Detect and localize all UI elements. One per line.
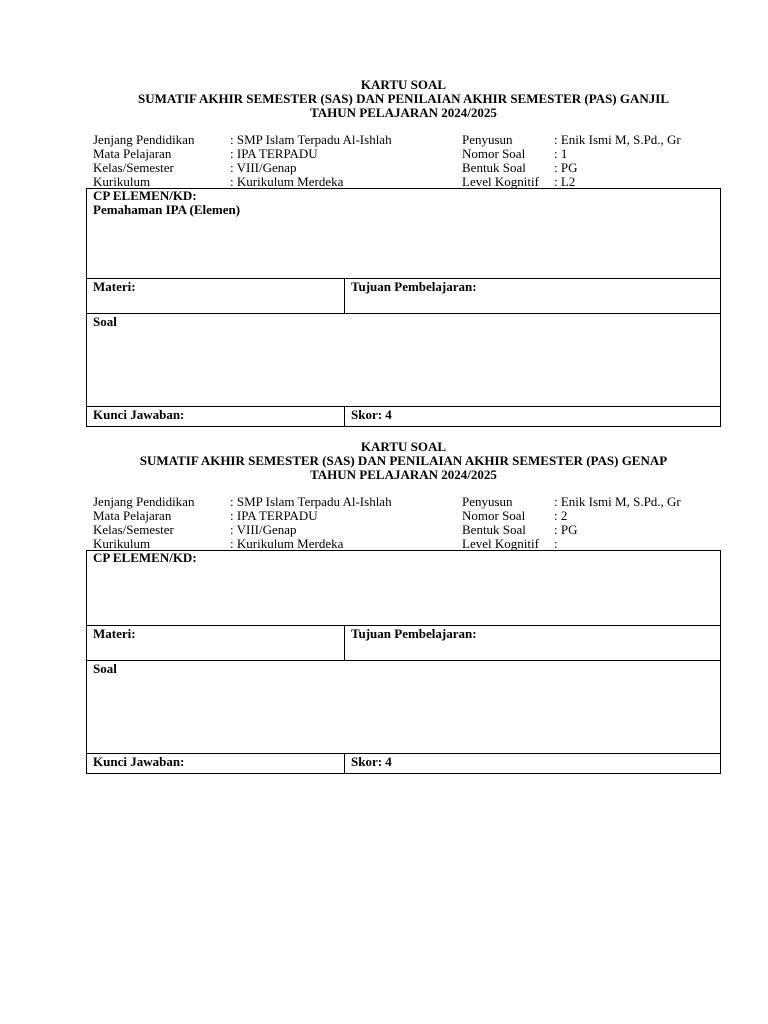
- meta-label: Mata Pelajaran: [93, 146, 172, 161]
- meta-label: Mata Pelajaran: [93, 508, 172, 523]
- kunci-cell: [87, 407, 345, 426]
- kunci-cell: [87, 754, 345, 773]
- card-metadata: [86, 133, 721, 189]
- kunci-label: Kunci Jawaban:: [93, 754, 185, 769]
- meta-value: : Enik Ismi M, S.Pd., Gr: [554, 132, 681, 147]
- meta-row: [86, 161, 721, 175]
- meta-label: Bentuk Soal: [462, 160, 526, 175]
- meta-value: : Kurikulum Merdeka: [230, 174, 344, 189]
- meta-value: : VIII/Genap: [230, 522, 297, 537]
- meta-label: Nomor Soal: [462, 508, 526, 523]
- cp-element-label: CP ELEMEN/KD:: [93, 188, 197, 203]
- skor-cell: [345, 754, 720, 773]
- meta-label: Jenjang Pendidikan: [93, 494, 195, 509]
- meta-value: : Kurikulum Merdeka: [230, 536, 344, 551]
- meta-value: : IPA TERPADU: [230, 508, 318, 523]
- materi-tujuan-row: [86, 279, 721, 314]
- meta-row: [86, 175, 721, 189]
- materi-cell: [87, 626, 345, 660]
- meta-label: Kurikulum: [93, 536, 151, 551]
- meta-value: : SMP Islam Terpadu Al-Ishlah: [230, 132, 392, 147]
- card-subtitle: SUMATIF AKHIR SEMESTER (SAS) DAN PENILAIAN AKHIR SEMESTER (PAS) GANJIL: [137, 91, 670, 106]
- cp-element-label: CP ELEMEN/KD:: [93, 550, 197, 565]
- question-card-1: [86, 78, 721, 427]
- soal-cell: [86, 314, 721, 407]
- tujuan-label: Tujuan Pembelajaran:: [351, 626, 477, 641]
- materi-label: Materi:: [93, 626, 136, 641]
- meta-label: Level Kognitif: [462, 536, 539, 551]
- meta-label: Kurikulum: [93, 174, 151, 189]
- materi-tujuan-row: [86, 626, 721, 661]
- skor-cell: [345, 407, 720, 426]
- meta-value: : PG: [554, 522, 578, 537]
- tujuan-cell: [345, 279, 720, 313]
- materi-label: Materi:: [93, 279, 136, 294]
- question-card-2: [86, 440, 721, 774]
- meta-label: Bentuk Soal: [462, 522, 526, 537]
- meta-value: : SMP Islam Terpadu Al-Ishlah: [230, 494, 392, 509]
- meta-label: Level Kognitif: [462, 174, 539, 189]
- kunci-skor-row: [86, 754, 721, 774]
- card-heading: [86, 440, 721, 482]
- meta-label: Kelas/Semester: [93, 522, 174, 537]
- meta-value: : L2: [554, 174, 576, 189]
- soal-cell: [86, 661, 721, 754]
- skor-label: Skor: 4: [351, 407, 392, 422]
- soal-label: Soal: [93, 314, 117, 329]
- meta-row: [86, 133, 721, 147]
- meta-value: : 1: [554, 146, 568, 161]
- cp-element-value: Pemahaman IPA (Elemen): [93, 202, 241, 217]
- meta-label: Penyusun: [462, 494, 513, 509]
- card-title: KARTU SOAL: [360, 77, 447, 92]
- meta-label: Nomor Soal: [462, 146, 526, 161]
- card-year: TAHUN PELAJARAN 2024/2025: [310, 467, 497, 482]
- soal-label: Soal: [93, 661, 117, 676]
- meta-row: [86, 509, 721, 523]
- kunci-label: Kunci Jawaban:: [93, 407, 185, 422]
- card-metadata: [86, 495, 721, 551]
- meta-label: Kelas/Semester: [93, 160, 174, 175]
- card-year: TAHUN PELAJARAN 2024/2025: [310, 105, 497, 120]
- meta-value: : IPA TERPADU: [230, 146, 318, 161]
- card-title: KARTU SOAL: [360, 439, 447, 454]
- tujuan-label: Tujuan Pembelajaran:: [351, 279, 477, 294]
- meta-value: : VIII/Genap: [230, 160, 297, 175]
- cp-element-cell: [86, 550, 721, 626]
- meta-label: Penyusun: [462, 132, 513, 147]
- cp-element-cell: [86, 188, 721, 279]
- materi-cell: [87, 279, 345, 313]
- meta-row: [86, 537, 721, 551]
- meta-label: Jenjang Pendidikan: [93, 132, 195, 147]
- meta-value: :: [554, 536, 558, 551]
- meta-value: : PG: [554, 160, 578, 175]
- meta-row: [86, 523, 721, 537]
- skor-label: Skor: 4: [351, 754, 392, 769]
- meta-value: : 2: [554, 508, 568, 523]
- kunci-skor-row: [86, 407, 721, 427]
- card-heading: [86, 78, 721, 120]
- meta-row: [86, 495, 721, 509]
- meta-row: [86, 147, 721, 161]
- card-subtitle: SUMATIF AKHIR SEMESTER (SAS) DAN PENILAIAN AKHIR SEMESTER (PAS) GENAP: [139, 453, 668, 468]
- tujuan-cell: [345, 626, 720, 660]
- meta-value: : Enik Ismi M, S.Pd., Gr: [554, 494, 681, 509]
